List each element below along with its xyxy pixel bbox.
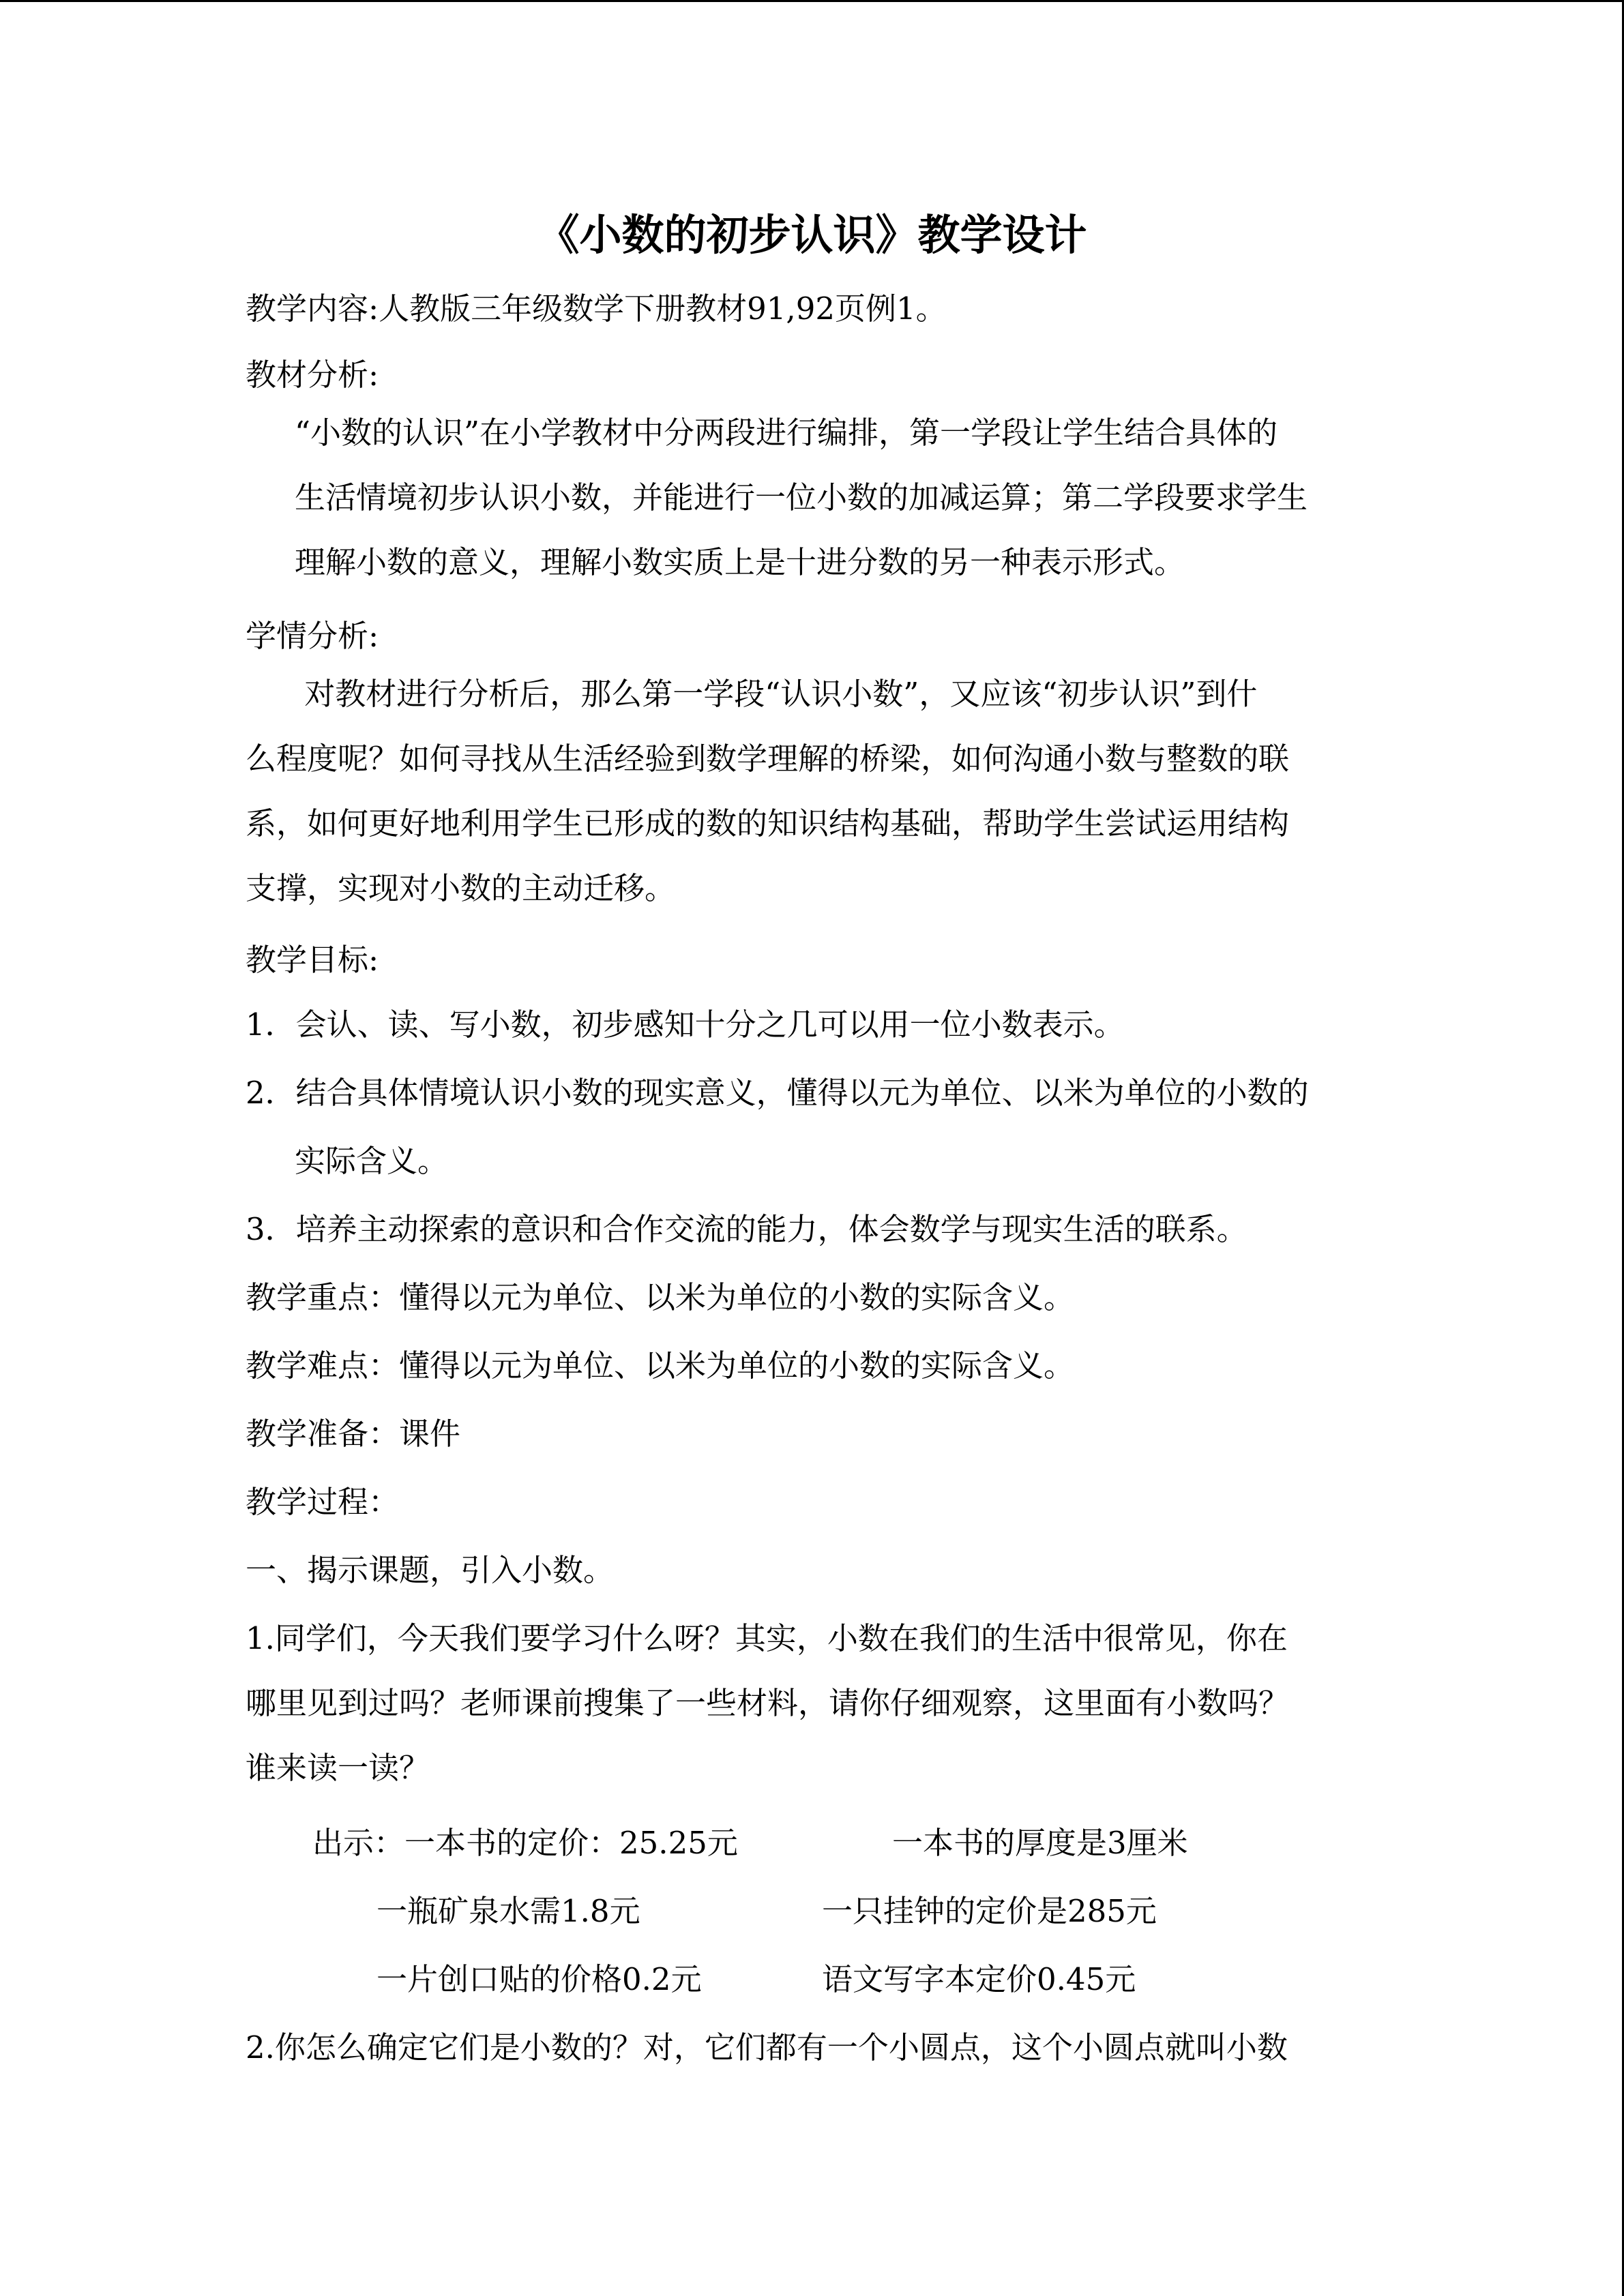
section-1-heading: 一、揭示课题，引入小数。 bbox=[246, 1552, 615, 1588]
goal-item-2-cont: 实际含义。 bbox=[295, 1143, 449, 1179]
preparation: 教学准备：课件 bbox=[246, 1416, 461, 1452]
process-heading: 教学过程： bbox=[246, 1484, 400, 1520]
learning-line: 系，如何更好地利用学生已形成的数的知识结构基础，帮助学生尝试运用结构 bbox=[246, 805, 1290, 841]
learning-line: 么程度呢？如何寻找从生活经验到数学理解的桥梁，如何沟通小数与整数的联 bbox=[246, 741, 1290, 777]
key-point: 教学重点：懂得以元为单位、以米为单位的小数的实际含义。 bbox=[246, 1279, 1075, 1315]
show-item: 一本书的厚度是3厘米 bbox=[892, 1825, 1188, 1861]
goal-item-3: 3．培养主动探索的意识和合作交流的能力，体会数学与现实生活的联系。 bbox=[246, 1211, 1247, 1247]
show-item: 一片创口贴的价格0.2元 bbox=[377, 1961, 702, 1997]
difficulty: 教学难点：懂得以元为单位、以米为单位的小数的实际含义。 bbox=[246, 1347, 1075, 1384]
analysis-line: “小数的认识”在小学教材中分两段进行编排，第一学段让学生结合具体的 bbox=[295, 415, 1278, 451]
teaching-content: 教学内容:人教版三年级数学下册教材91,92页例1。 bbox=[246, 290, 947, 327]
show-item: 语文写字本定价0.45元 bbox=[822, 1961, 1136, 1997]
learning-line: 对教材进行分析后，那么第一学段“认识小数”，又应该“初步认识”到什 bbox=[295, 676, 1258, 712]
goals-heading: 教学目标: bbox=[246, 942, 379, 978]
learning-heading: 学情分析: bbox=[246, 618, 379, 654]
document-title: 《小数的初步认识》教学设计 bbox=[537, 210, 1087, 260]
analysis-line: 理解小数的意义，理解小数实质上是十进分数的另一种表示形式。 bbox=[295, 544, 1185, 580]
show-item: 一瓶矿泉水需1.8元 bbox=[377, 1893, 640, 1929]
goal-item-1: 1．会认、读、写小数，初步感知十分之几可以用一位小数表示。 bbox=[246, 1007, 1125, 1043]
analysis-heading: 教材分析: bbox=[246, 357, 379, 393]
paragraph-line: 哪里见到过吗？老师课前搜集了一些材料，请你仔细观察，这里面有小数吗？ bbox=[246, 1685, 1290, 1721]
goal-item-2: 2．结合具体情境认识小数的现实意义，懂得以元为单位、以米为单位的小数的 bbox=[246, 1075, 1309, 1111]
analysis-line: 生活情境初步认识小数，并能进行一位小数的加减运算；第二学段要求学生 bbox=[295, 479, 1308, 516]
paragraph-line: 谁来读一读？ bbox=[246, 1750, 430, 1786]
paragraph-line: 2.你怎么确定它们是小数的？对，它们都有一个小圆点，这个小圆点就叫小数 bbox=[246, 2029, 1288, 2066]
learning-line: 支撑，实现对小数的主动迁移。 bbox=[246, 870, 676, 906]
show-item: 一只挂钟的定价是285元 bbox=[822, 1893, 1157, 1929]
show-item: 出示：一本书的定价：25.25元 bbox=[312, 1825, 738, 1861]
paragraph-line: 1.同学们，今天我们要学习什么呀？其实，小数在我们的生活中很常见，你在 bbox=[246, 1620, 1288, 1656]
